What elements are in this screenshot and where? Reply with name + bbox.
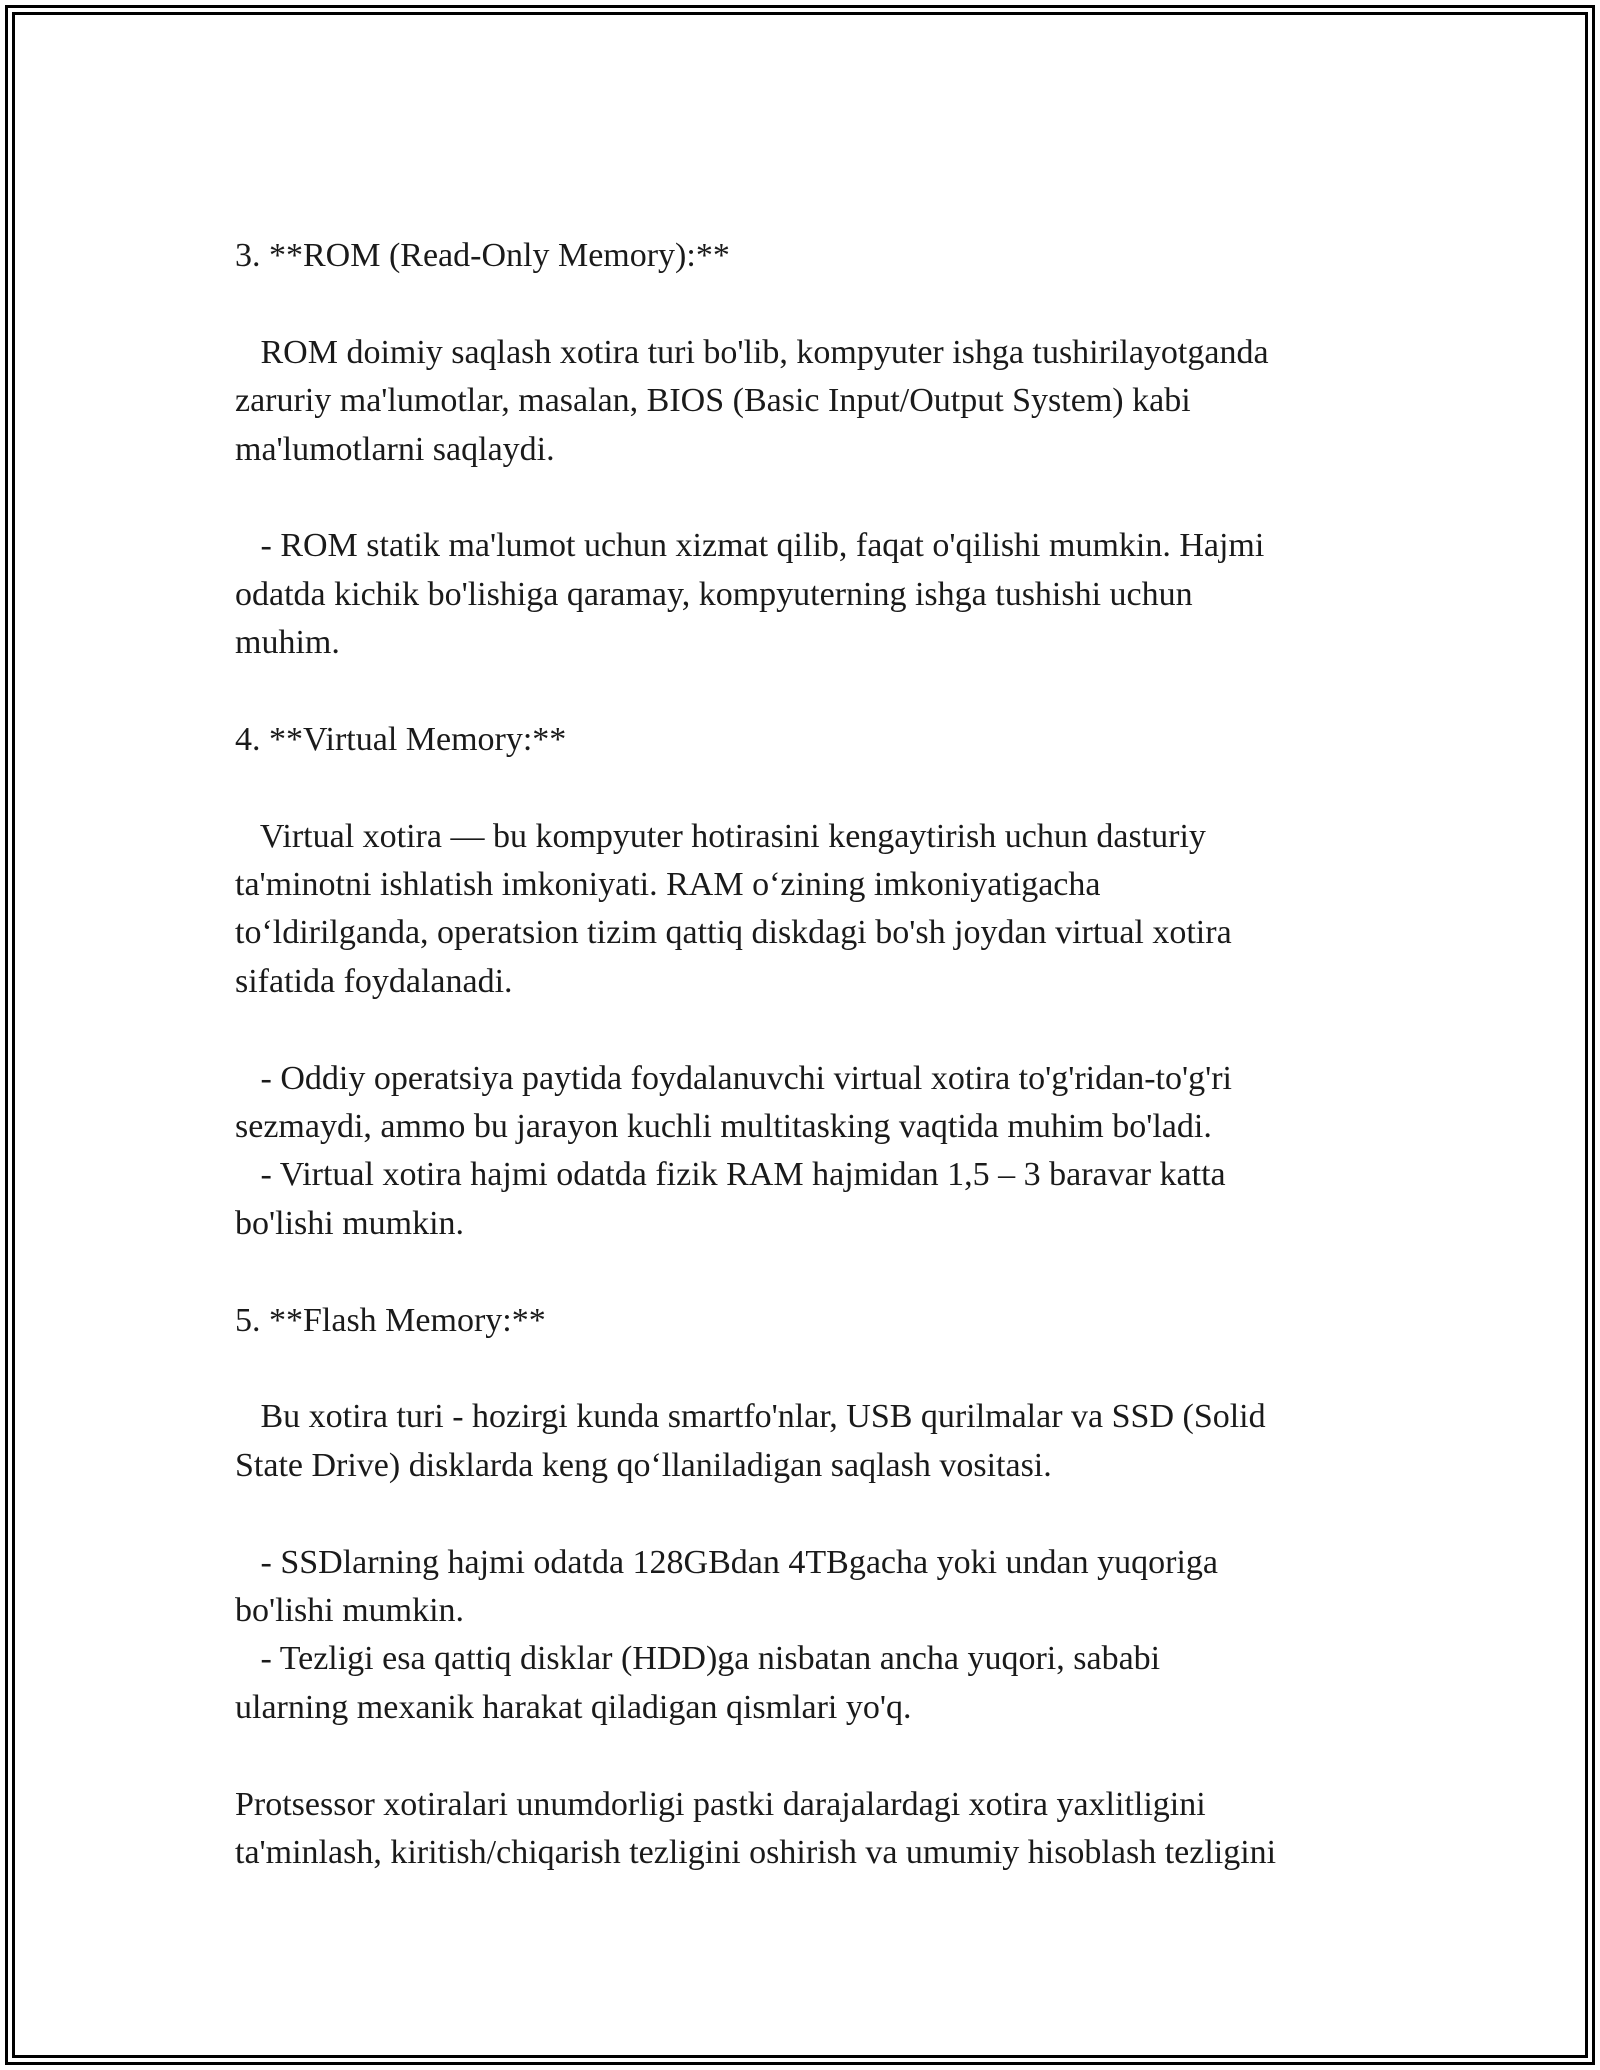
text-line: bo'lishi mumkin.: [235, 1591, 465, 1629]
spacer: [235, 280, 1385, 328]
text-line: muhim.: [235, 624, 340, 662]
section-heading-rom: 3. **ROM (Read-Only Memory):**: [235, 237, 730, 274]
text-line: - SSDlarning hajmi odatda 128GBdan 4TBgacha yoki undan yuqoriga: [235, 1543, 1218, 1581]
text-line: Protsessor xotiralari unumdorligi pastki darajalardagi xotira yaxlitligini: [235, 1785, 1206, 1823]
text-line: State Drive) disklarda keng qo‘llaniladigan saqlash vositasi.: [235, 1446, 1052, 1484]
section-heading-flash-memory: 5. **Flash Memory:**: [235, 1301, 546, 1339]
spacer: [235, 764, 1385, 812]
text-line: sifatida foydalanadi.: [235, 962, 513, 1000]
text-line: ma'lumotlarni saqlaydi.: [235, 430, 555, 468]
paragraph-rom-details: [235, 522, 1385, 667]
text-line: - ROM statik ma'lumot uchun xizmat qilib, faqat o'qilishi mumkin. Hajmi: [235, 527, 1265, 565]
text-line: ularning mexanik harakat qiladigan qismlari yo'q.: [235, 1688, 912, 1726]
text-line: - Virtual xotira hajmi odatda fizik RAM hajmidan 1,5 – 3 baravar katta: [235, 1156, 1226, 1194]
paragraph-flash-details: [235, 1539, 1385, 1733]
text-line: ROM doimiy saqlash xotira turi bo'lib, kompyuter ishga tushirilayotganda: [235, 333, 1269, 371]
paragraph-virtual-details: [235, 1055, 1385, 1249]
spacer: [235, 1732, 1385, 1780]
document-body: [235, 232, 1385, 1877]
text-line: Bu xotira turi - hozirgi kunda smartfo'nlar, USB qurilmalar va SSD (Solid: [235, 1398, 1266, 1436]
text-line: to‘ldirilganda, operatsion tizim qattiq diskdagi bo'sh joydan virtual xotira: [235, 914, 1232, 952]
text-line: ta'minotni ishlatish imkoniyati. RAM o‘zining imkoniyatigacha: [235, 866, 1101, 904]
paragraph-rom-intro: [235, 329, 1385, 474]
text-line: odatda kichik bo'lishiga qaramay, kompyuterning ishga tushishi uchun: [235, 575, 1193, 613]
spacer: [235, 1490, 1385, 1538]
text-line: - Tezligi esa qattiq disklar (HDD)ga nisbatan ancha yuqori, sababi: [235, 1640, 1161, 1678]
section-heading-virtual-memory: 4. **Virtual Memory:**: [235, 720, 567, 758]
spacer: [235, 1248, 1385, 1296]
spacer: [235, 668, 1385, 716]
text-line: zaruriy ma'lumotlar, masalan, BIOS (Basic Input/Output System) kabi: [235, 382, 1191, 420]
spacer: [235, 1345, 1385, 1393]
spacer: [235, 474, 1385, 522]
spacer: [235, 1006, 1385, 1054]
text-line: sezmaydi, ammo bu jarayon kuchli multitasking vaqtida muhim bo'ladi.: [235, 1108, 1212, 1146]
text-line: ta'minlash, kiritish/chiqarish tezligini oshirish va umumiy hisoblash tezligini: [235, 1833, 1277, 1871]
paragraph-closing: [235, 1781, 1385, 1878]
text-line: bo'lishi mumkin.: [235, 1204, 465, 1242]
text-line: Virtual xotira — bu kompyuter hotirasini kengaytirish uchun dasturiy: [235, 817, 1206, 855]
text-line: - Oddiy operatsiya paytida foydalanuvchi virtual xotira to'g'ridan-to'g'ri: [235, 1059, 1233, 1097]
paragraph-flash-intro: [235, 1393, 1385, 1490]
paragraph-virtual-intro: [235, 813, 1385, 1007]
